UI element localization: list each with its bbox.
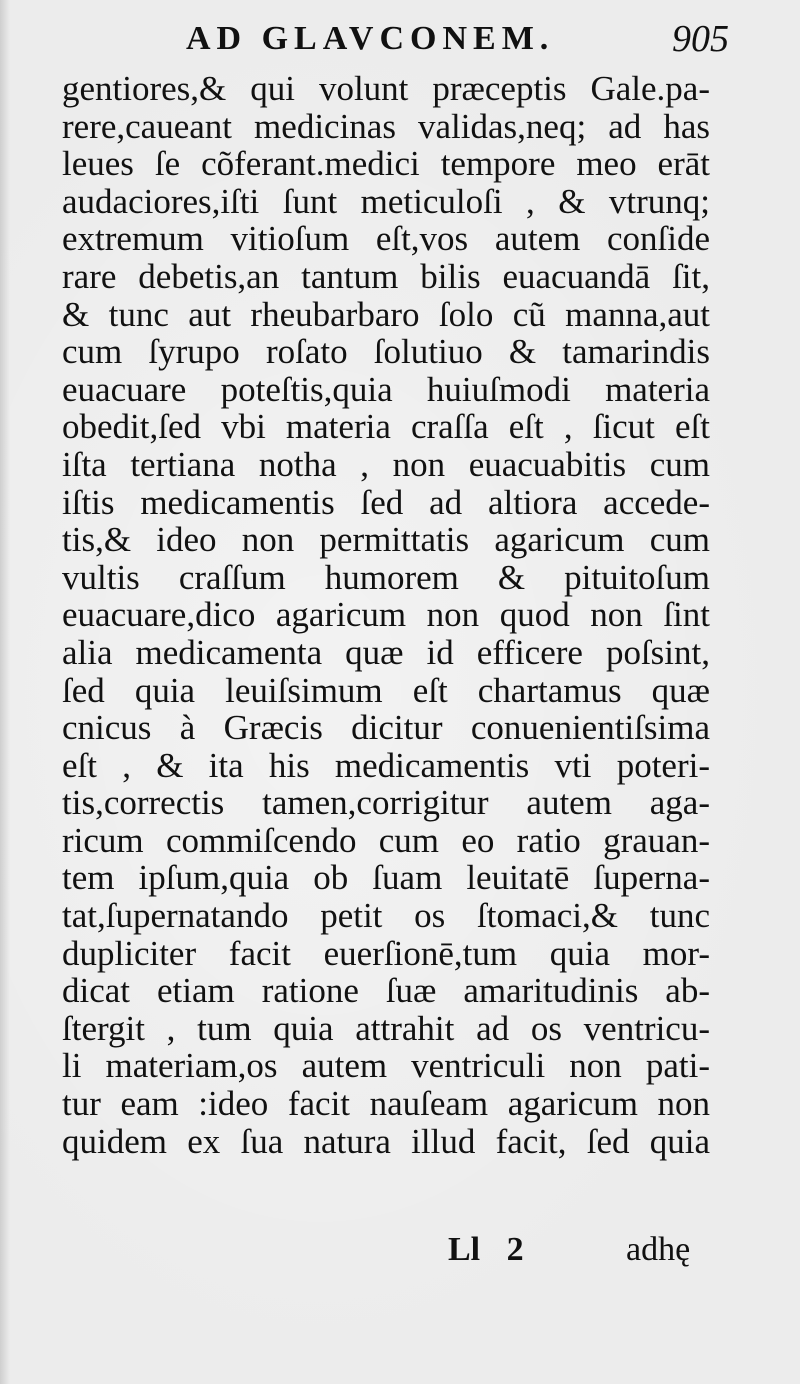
text-line: quidem ex ſua natura illud facit, ſed quia [62,1121,710,1161]
signature-mark: Ll 2 [448,1231,524,1268]
text-line: ſed quia leuiſsimum eſt chartamus quæ [62,670,710,710]
text-line: extremum vitioſum eſt,vos autem conſide [62,219,710,259]
text-line: dicat etiam ratione ſuæ amaritudinis ab- [62,971,710,1011]
text-line: cnicus à Græcis dicitur conuenientiſsima [62,708,710,748]
text-line: cum ſyrupo roſato ſolutiuo & tamarindis [62,332,710,372]
text-line: euacuare poteſtis,quia huiuſmodi materia [62,369,710,409]
text-line: & tunc aut rheubarbaro ſolo cũ manna,aut [62,294,710,334]
text-line: rare debetis,an tantum bilis euacuandā ſit, [62,256,710,296]
text-line: alia medicamenta quæ id efficere poſsint, [62,632,710,672]
text-line: leues ſe cõferant.medici tempore meo erāt [62,144,710,184]
text-line: vultis craſſum humorem & pituitoſum [62,557,710,597]
page-number: 905 [672,18,729,60]
body-text [62,70,710,1160]
text-line: iſtis medicamentis ſed ad altiora accede- [62,482,710,522]
text-line: tis,& ideo non permittatis agaricum cum [62,520,710,560]
text-line: gentiores,& qui volunt præceptis Gale.pa- [62,69,710,108]
text-line: euacuare,dico agaricum non quod non ſint [62,595,710,635]
text-line: ricum commiſcendo cum eo ratio grauan- [62,820,710,860]
catchword: adhę [626,1231,691,1268]
text-line: obedit,ſed vbi materia craſſa eſt , ſicut eſt [62,407,710,447]
running-head: AD GLAVCONEM. [186,20,555,57]
text-line: tis,correctis tamen,corrigitur autem aga- [62,783,710,823]
page-edge-shadow [0,0,10,1384]
text-line: tat,ſupernatando petit os ſtomaci,& tunc [62,896,710,936]
text-line: tur eam :ideo facit nauſeam agaricum non [62,1084,710,1124]
text-line: ſtergit , tum quia attrahit ad os ventricu- [62,1008,710,1048]
text-line: tem ipſum,quia ob ſuam leuitatē ſuperna- [62,858,710,898]
text-line: audaciores,iſti ſunt meticuloſi , & vtrunq; [62,181,710,221]
text-line: dupliciter facit euerſionē,tum quia mor- [62,933,710,973]
text-line: rere,caueant medicinas validas,neq; ad has [62,106,710,146]
page-footer [0,1228,800,1272]
text-line: li materiam,os autem ventriculi non pati- [62,1046,710,1086]
page-header [0,14,800,64]
text-line: iſta tertiana notha , non euacuabitis cum [62,444,710,484]
text-line: eſt , & ita his medicamentis vti poteri- [62,745,710,785]
